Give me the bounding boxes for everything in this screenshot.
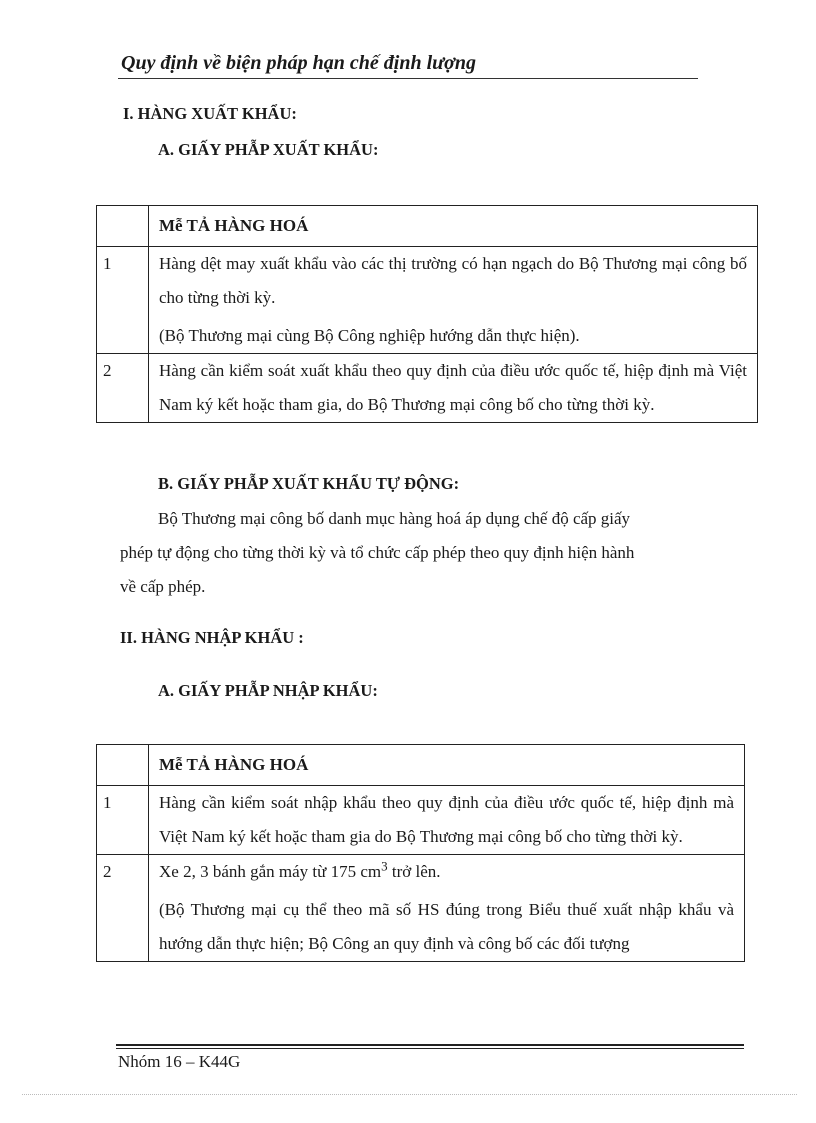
row-description-line: Hàng dệt may xuất khẩu vào các thị trường có hạn ngạch do Bộ Thương mại công bố cho từng thời kỳ. <box>159 254 747 307</box>
section-1-heading: I. HÀNG XUẤT KHẨU: <box>123 104 297 123</box>
row-number-text: 1 <box>103 793 112 812</box>
row-number <box>97 354 149 423</box>
footer-divider <box>116 1044 744 1046</box>
table-row <box>97 786 745 855</box>
row-number <box>97 247 149 354</box>
export-license-table <box>96 205 758 423</box>
row-description-note: (Bộ Thương mại cùng Bộ Công nghiệp hướng dẫn thực hiện). <box>159 326 580 345</box>
row-text-part: trở lên. <box>387 862 441 881</box>
import-license-table <box>96 744 745 962</box>
table-header-row <box>97 745 745 786</box>
table-row <box>97 354 758 423</box>
row-description <box>149 354 758 423</box>
page-bottom-dotted-line <box>22 1094 797 1095</box>
table-row <box>97 247 758 354</box>
header-divider <box>118 78 698 79</box>
row-description <box>149 855 745 962</box>
row-description-note: (Bộ Thương mại cụ thể theo mã số HS đúng trong Biểu thuế xuất nhập khẩu và hướng dẫn thực hiện; Bộ Công an quy định và công bố các đối tượng <box>159 900 734 953</box>
section-1b-heading: B. GIẤY PHẪP XUẤT KHẨU TỰ ĐỘNG: <box>158 474 460 493</box>
row-number-text: 2 <box>103 862 112 881</box>
footer-divider <box>116 1048 744 1049</box>
table-column-header: Mễ TẢ HÀNG HOÁ <box>149 206 758 247</box>
row-number <box>97 855 149 962</box>
paragraph-line: phép tự động cho từng thời kỳ và tổ chức cấp phép theo quy định hiện hành <box>120 543 635 562</box>
row-description-line <box>159 855 734 889</box>
page-footer-text: Nhóm 16 – K44G <box>118 1052 241 1071</box>
paragraph-line: Bộ Thương mại công bố danh mục hàng hoá áp dụng chế độ cấp giấy <box>158 509 631 528</box>
section-2-heading: II. HÀNG NHẬP KHẨU : <box>120 628 304 647</box>
table-header-num-cell <box>97 206 149 247</box>
section-1a-heading: A. GIẤY PHẪP XUẤT KHẨU: <box>158 140 379 159</box>
row-description <box>149 786 745 855</box>
table-header-num-cell <box>97 745 149 786</box>
row-description-line: Hàng cần kiểm soát nhập khẩu theo quy định của điều ước quốc tế, hiệp định mà Việt Nam ký kết hoặc tham gia do Bộ Thương mại công bố cho từng thời kỳ. <box>159 793 734 846</box>
row-number-text: 1 <box>103 254 112 273</box>
table-column-header: Mễ TẢ HÀNG HOÁ <box>149 745 745 786</box>
table-header-row <box>97 206 758 247</box>
table-row <box>97 855 745 962</box>
unit-superscript: 3 <box>381 858 388 874</box>
section-2a-heading: A. GIẤY PHẪP NHẬP KHẨU: <box>158 681 378 700</box>
paragraph-line: về cấp phép. <box>120 577 206 596</box>
row-text-part: Xe 2, 3 bánh gắn máy từ 175 cm <box>159 862 382 881</box>
row-description-line: Hàng cần kiểm soát xuất khẩu theo quy định của điều ước quốc tế, hiệp định mà Việt Nam ký kết hoặc tham gia, do Bộ Thương mại công bố cho từng thời kỳ. <box>159 361 747 414</box>
row-number-text: 2 <box>103 361 112 380</box>
row-number <box>97 786 149 855</box>
page-header-title: Quy định về biện pháp hạn chế định lượng <box>121 52 476 74</box>
row-description <box>149 247 758 354</box>
